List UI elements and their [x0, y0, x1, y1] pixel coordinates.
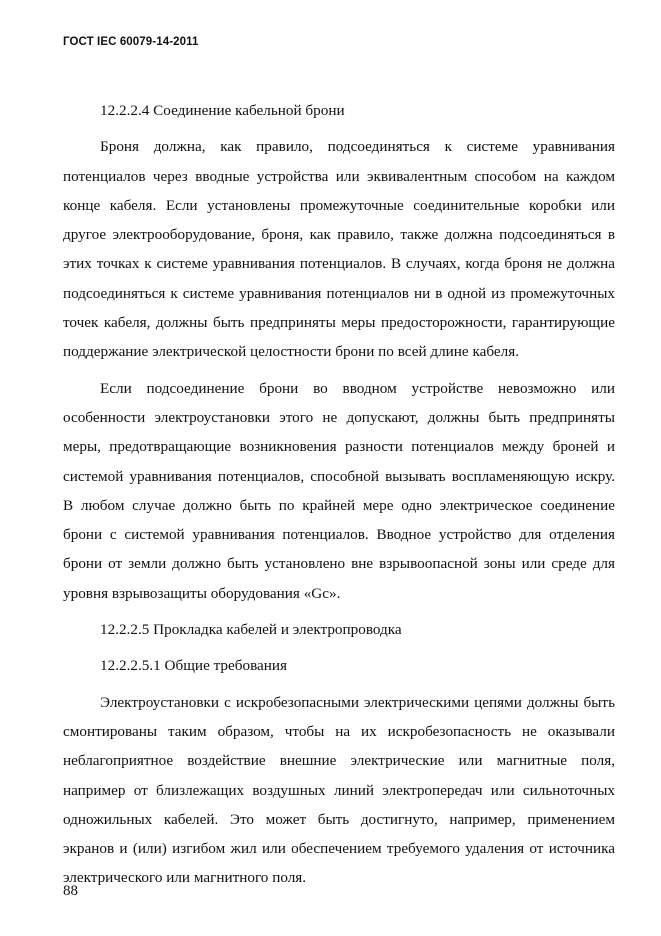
section-heading-armour-connection: 12.2.2.4 Соединение кабельной брони — [100, 102, 345, 119]
document-standard-header: ГОСТ IEC 60079-14-2011 — [63, 36, 199, 48]
page-number: 88 — [63, 883, 78, 899]
paragraph: Броня должна, как правило, подсоединяться к системе уравнивания потенциалов через вводные устройства или эквивалентным способом на каждом конце кабеля. Если установлены промежуточные соединительные коробки или другое электрооборудование, броня, как правило, также должна подсоединяться в этих точках к системе уравнивания потенциалов. В случаях, когда броня не должна подсоединяться к системе уравнивания потенциалов ни в одной из промежуточных точек кабеля, должны быть предприняты меры предосторожности, гарантирующие поддержание электрической целостности брони по всей длине кабеля. — [63, 138, 615, 361]
paragraph: Если подсоединение брони во вводном устройстве невозможно или особенности электроустановки этого не допускают, должны быть предприняты меры, предотвращающие возникновения разности потенциалов между броней и системой уравнивания потенциалов, способной вызывать воспламеняющую искру. В любом случае должно быть по крайней мере одно электрическое соединение брони с системой уравнивания потенциалов. Вводное устройство для отделения брони от земли должно быть установлено вне взрывоопасной зоны или среде для уровня взрывозащиты оборудования «Gc». — [63, 379, 615, 602]
section-heading-cable-laying: 12.2.2.5 Прокладка кабелей и электропроводка — [100, 621, 402, 639]
page-body — [63, 96, 615, 893]
section-heading-general-requirements: 12.2.2.5.1 Общие требования — [100, 657, 288, 675]
paragraph: Электроустановки с искробезопасными электрическими цепями должны быть смонтированы таким образом, чтобы на их искробезопасность не оказывали неблагоприятное воздействие внешние электрические или магнитные поля, например от близлежащих воздушных линий электропередач или сильноточных одножильных кабелей. Это может быть достигнуто, например, применением экранов и (или) изгибом жил или обеспечением требуемого удаления от источника электрического или магнитного поля. — [63, 693, 615, 887]
